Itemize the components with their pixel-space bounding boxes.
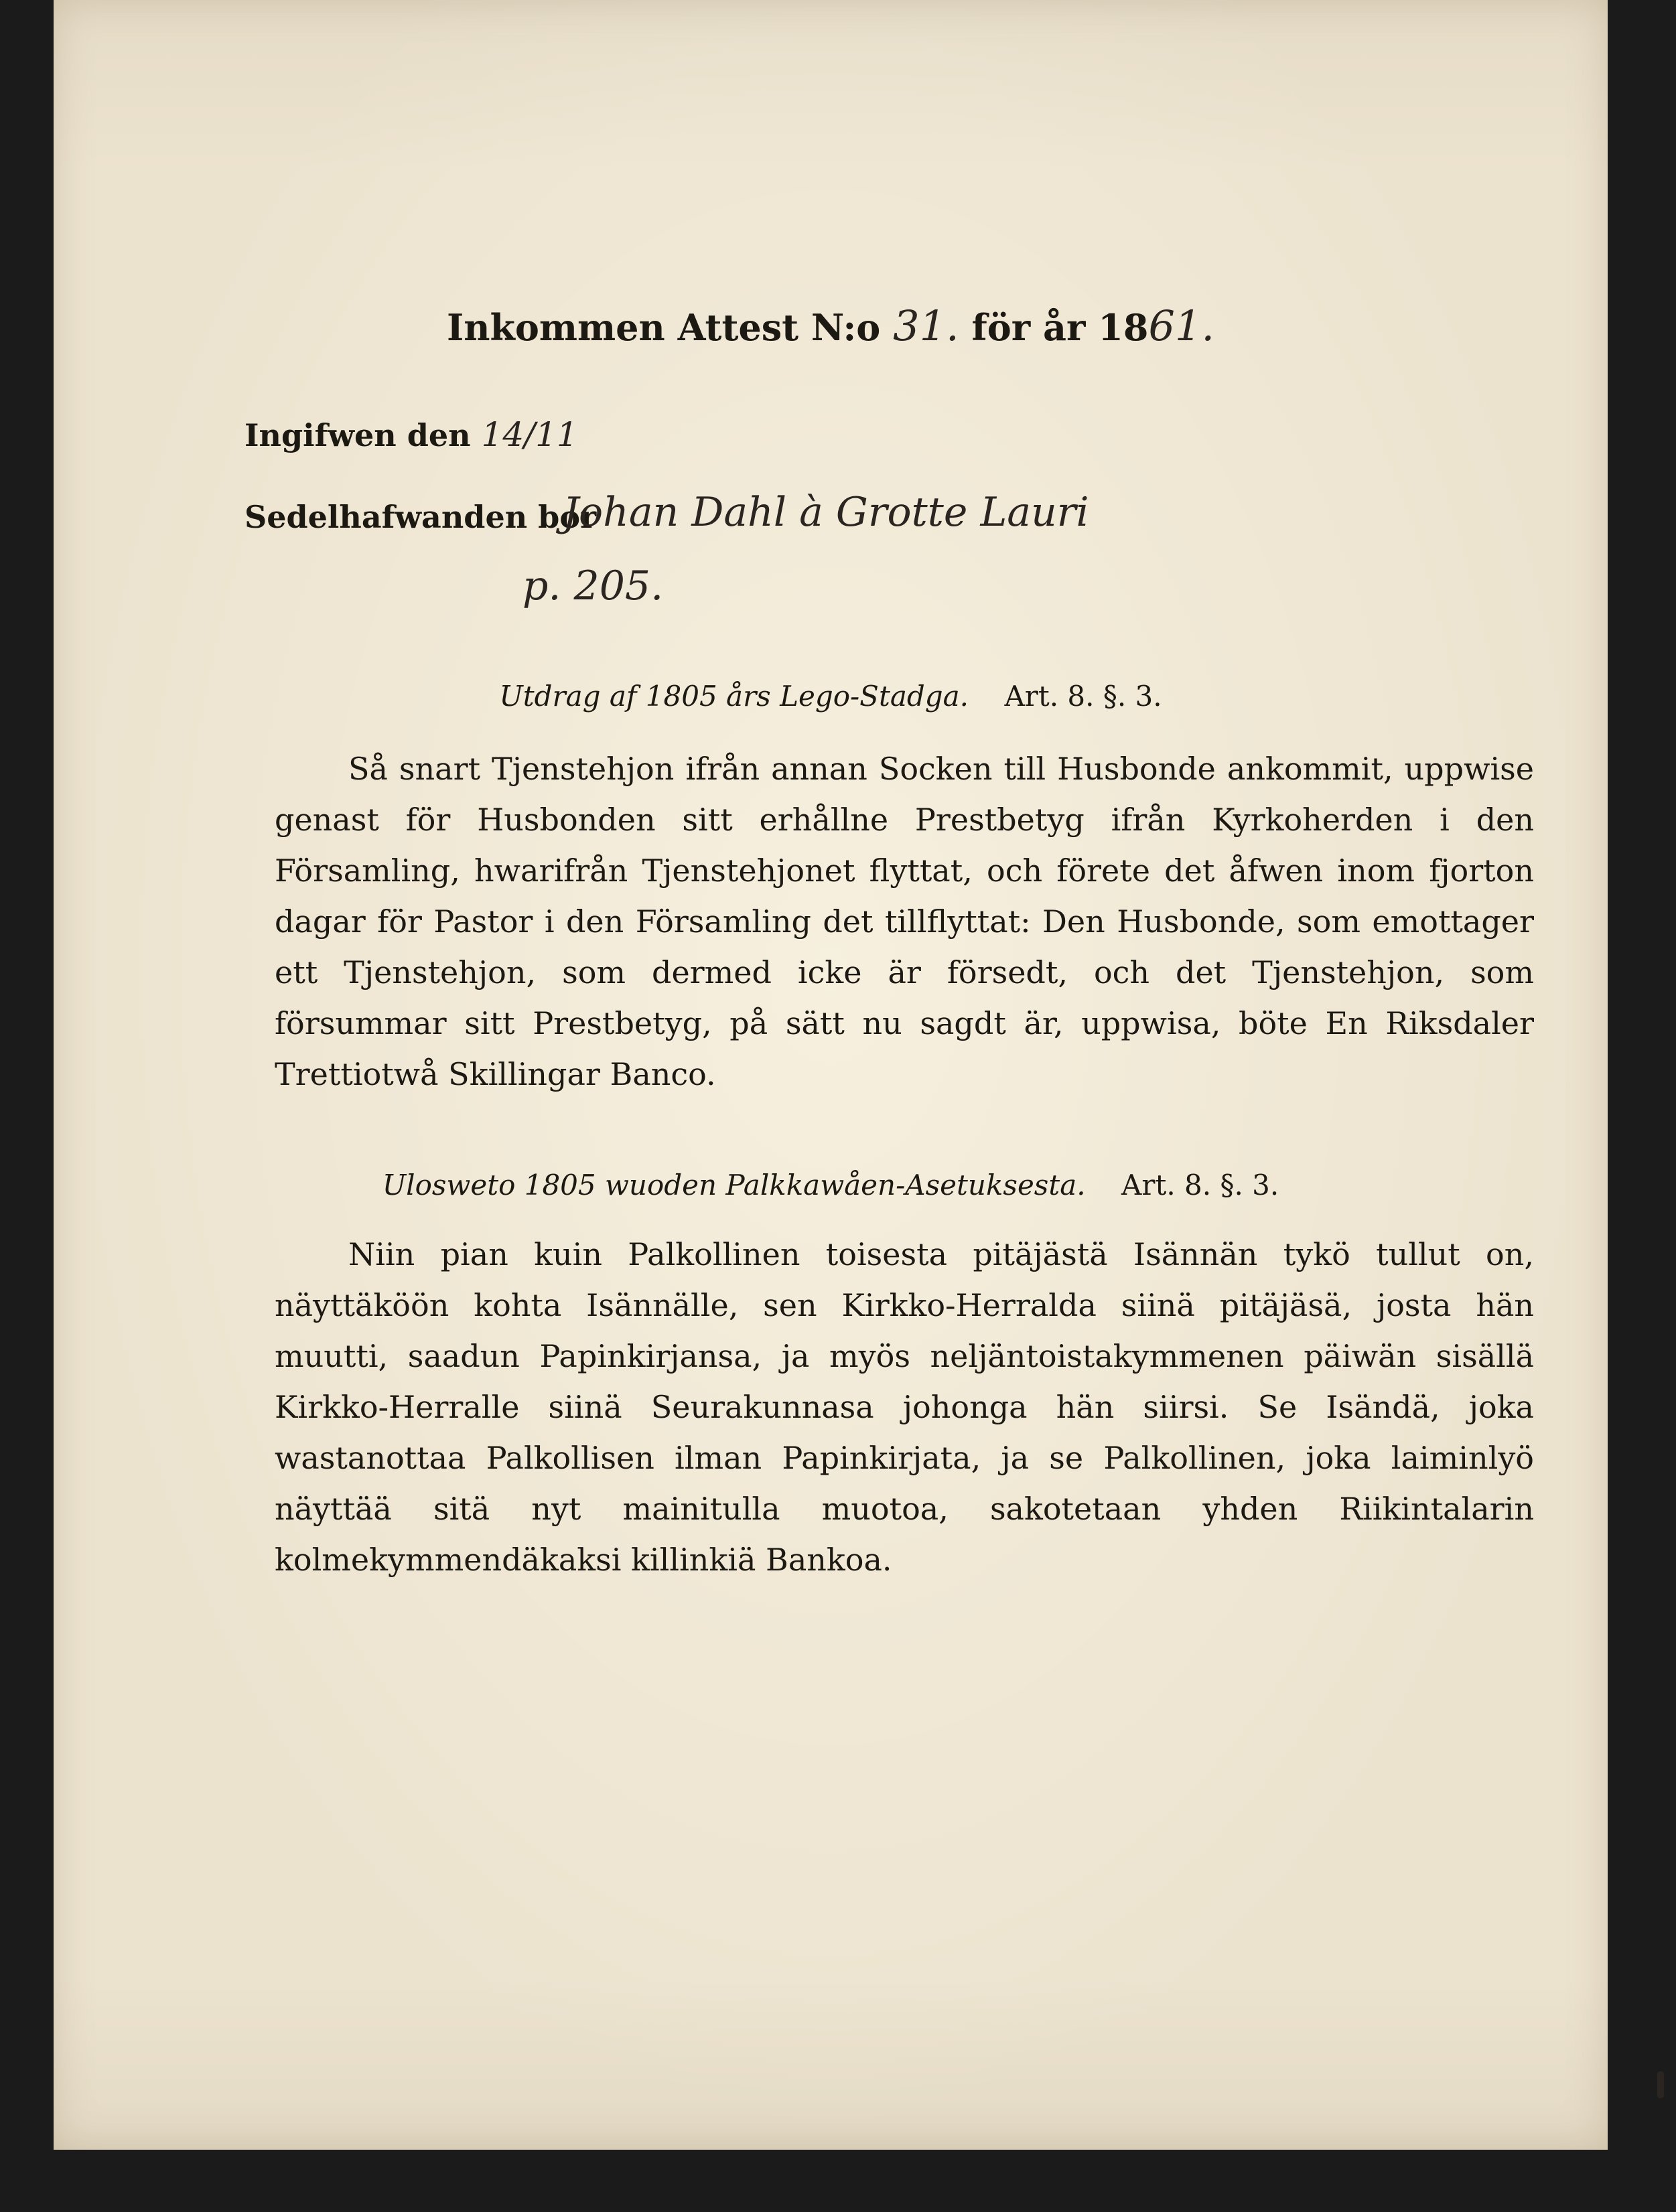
finnish-heading-row	[54, 1169, 1608, 1201]
swedish-article: Art. 8. §. 3.	[1004, 680, 1162, 713]
received-label: Ingifwen den	[245, 417, 471, 453]
finnish-heading: Ulosweto 1805 wuoden Palkkawåen-Asetuksesta.	[382, 1169, 1086, 1201]
finnish-paragraph: Niin pian kuin Palkollinen toisesta pitäjästä Isännän tykö tullut on, näyttäköön kohta Isännälle, sen Kirkko-Herralda siinä pitäjäsä, josta hän muutti, saadun Papinkirjansa, ja myös neljäntoistakymmenen päiwän sisällä Kirkko-Herralle siinä Seurakunnasa johonga hän siirsi. Se Isändä, joka wastanottaa Palkollisen ilman Papinkirjata, ja se Palkollinen, joka laiminlyö näyttää sitä nyt mainitulla muotoa, sakotetaan yhden Riikintalarin kolmekymmendäkaksi killinkiä Bankoa.	[275, 1236, 1534, 1578]
swedish-heading: Utdrag af 1805 års Lego-Stadga.	[499, 680, 969, 713]
document-page	[54, 0, 1608, 2150]
received-row	[245, 415, 578, 454]
received-date: 14/11	[481, 415, 578, 454]
finnish-article: Art. 8. §. 3.	[1121, 1169, 1279, 1201]
residence-line-1: Johan Dahl à Grotte Lauri	[563, 489, 1089, 536]
title-middle: för år 18	[971, 306, 1149, 349]
certificate-year: 61.	[1148, 301, 1215, 350]
certificate-title	[54, 301, 1608, 350]
swedish-paragraph: Så snart Tjenstehjon ifrån annan Socken till Husbonde ankommit, uppwise genast för Husbonden sitt erhållne Prestbetyg ifrån Kyrkoherden i den Församling, hwarifrån Tjenstehjonet flyttat, och förete det åfwen inom fjorton dagar för Pastor i den Församling det tillflyttat: Den Husbonde, som emottager ett Tjenstehjon, som dermed icke är försedt, och det Tjenstehjon, som försummar sitt Prestbetyg, på sätt nu sagdt är, uppwisa, böte En Riksdaler Trettiotwå Skillingar Banco.	[275, 751, 1534, 1092]
title-prefix: Inkommen Attest N:o	[446, 306, 881, 349]
residence-line-2: p. 205.	[522, 563, 664, 609]
edge-mark	[1657, 2071, 1664, 2098]
swedish-heading-row	[54, 680, 1608, 713]
residence-label: Sedelhafwanden bor	[245, 499, 597, 535]
certificate-number: 31.	[893, 301, 959, 350]
